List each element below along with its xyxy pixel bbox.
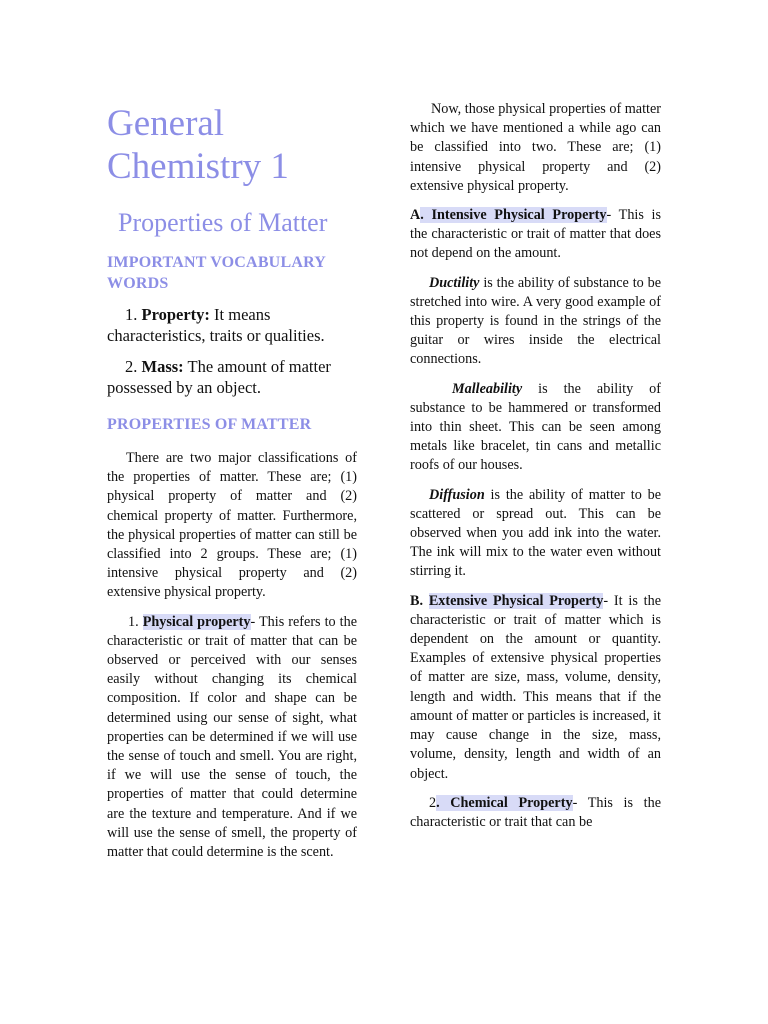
diffusion-paragraph bbox=[410, 486, 661, 582]
intensive-term: . Intensive Physical Property bbox=[420, 207, 607, 224]
vocab-term: Property: bbox=[141, 305, 210, 324]
diffusion-term: Diffusion bbox=[429, 486, 485, 503]
malleability-text: is the ability of substance to be hammered or transformed into thin sheet. This can be seen among metals like bracelet, tin cans and metallic roofs of our houses. bbox=[410, 380, 661, 474]
properties-heading: PROPERTIES OF MATTER bbox=[107, 416, 312, 433]
title-line-1: General bbox=[107, 103, 225, 144]
physical-property-paragraph bbox=[107, 613, 357, 863]
intensive-paragraph bbox=[410, 206, 661, 264]
malleability-term: Malleability bbox=[452, 380, 523, 397]
dash: - bbox=[250, 613, 256, 630]
vocab-term: Mass: bbox=[141, 357, 184, 376]
list-number: 1. bbox=[128, 613, 139, 630]
intensive-text: This is the characteristic or trait of matter that does not depend on the amount. bbox=[410, 207, 662, 262]
vocab-text: It means characteristics, traits or qualities. bbox=[107, 305, 325, 345]
ductility-term: Ductility bbox=[429, 274, 480, 291]
chemical-property-term: . Chemical Property bbox=[436, 794, 573, 811]
list-letter: A bbox=[410, 207, 421, 224]
vocab-item-property bbox=[107, 304, 357, 346]
list-letter: B. bbox=[410, 592, 424, 609]
right-column bbox=[410, 100, 661, 832]
malleability-paragraph bbox=[410, 380, 661, 476]
ductility-paragraph bbox=[410, 274, 661, 370]
vocab-num: 2. bbox=[125, 357, 138, 376]
dash: - bbox=[603, 592, 609, 609]
physical-property-term: Physical property bbox=[142, 613, 251, 630]
physical-property-text: This refers to the characteristic or trait of matter that can be observed or perceived with our senses easily without changing its chemical composition. If color and shape can be determined using our sense of sight, what properties can be determined if we will use the sense of touch and smell. You are right, if we will use the sense of touch, the properties of matter that could determine are the texture and temperature. And if we will use the sense of smell, the property of matter that could determine is the scent. bbox=[107, 613, 357, 861]
vocab-text: The amount of matter possessed by an object. bbox=[107, 357, 331, 397]
left-column bbox=[107, 100, 357, 862]
page-subtitle: Properties of Matter bbox=[118, 208, 328, 237]
right-intro-paragraph: Now, those physical properties of matter which we have mentioned a while ago can be classified into two. These are; (1) intensive physical property and (2) extensive physical property. bbox=[410, 101, 661, 194]
title-line-2: Chemistry 1 bbox=[107, 146, 289, 187]
chemical-property-paragraph bbox=[410, 794, 661, 832]
page-title bbox=[107, 102, 357, 188]
diffusion-text: is the ability of matter to be scattered or spread out. This can be observed when you add ink into the water. The ink will mix to the water even without stirring it. bbox=[410, 486, 662, 580]
dash: - bbox=[606, 207, 612, 224]
vocab-item-mass bbox=[107, 356, 357, 398]
vocab-heading: IMPORTANT VOCABULARY WORDS bbox=[107, 254, 326, 292]
extensive-text: It is the characteristic or trait of matter which is dependent on the amount or quantity. Examples of extensive physical properties of matter are size, mass, volume, density, length and width. This means that if the amount of matter or particles is increased, it may cause change in the size, mass, volume, density, length and width of an object. bbox=[410, 592, 662, 782]
intro-paragraph: There are two major classifications of the properties of matter. These are; (1) physical property of matter and (2) chemical property of matter. Furthermore, the physical properties of matter can still be classified into 2 groups. These are; (1) intensive physical property and (2) extensive physical property. bbox=[107, 450, 357, 601]
chemical-property-text: This is the characteristic or trait that can be bbox=[410, 794, 661, 830]
dash: - bbox=[572, 794, 578, 811]
extensive-paragraph bbox=[410, 592, 661, 784]
extensive-term: Extensive Physical Property bbox=[428, 592, 604, 609]
list-number: 2 bbox=[429, 794, 437, 811]
ductility-text: is the ability of substance to be stretched into wire. A very good example of this property is found in the strings of the guitar or wires inside the electrical connections. bbox=[410, 274, 661, 368]
vocab-num: 1. bbox=[125, 305, 138, 324]
